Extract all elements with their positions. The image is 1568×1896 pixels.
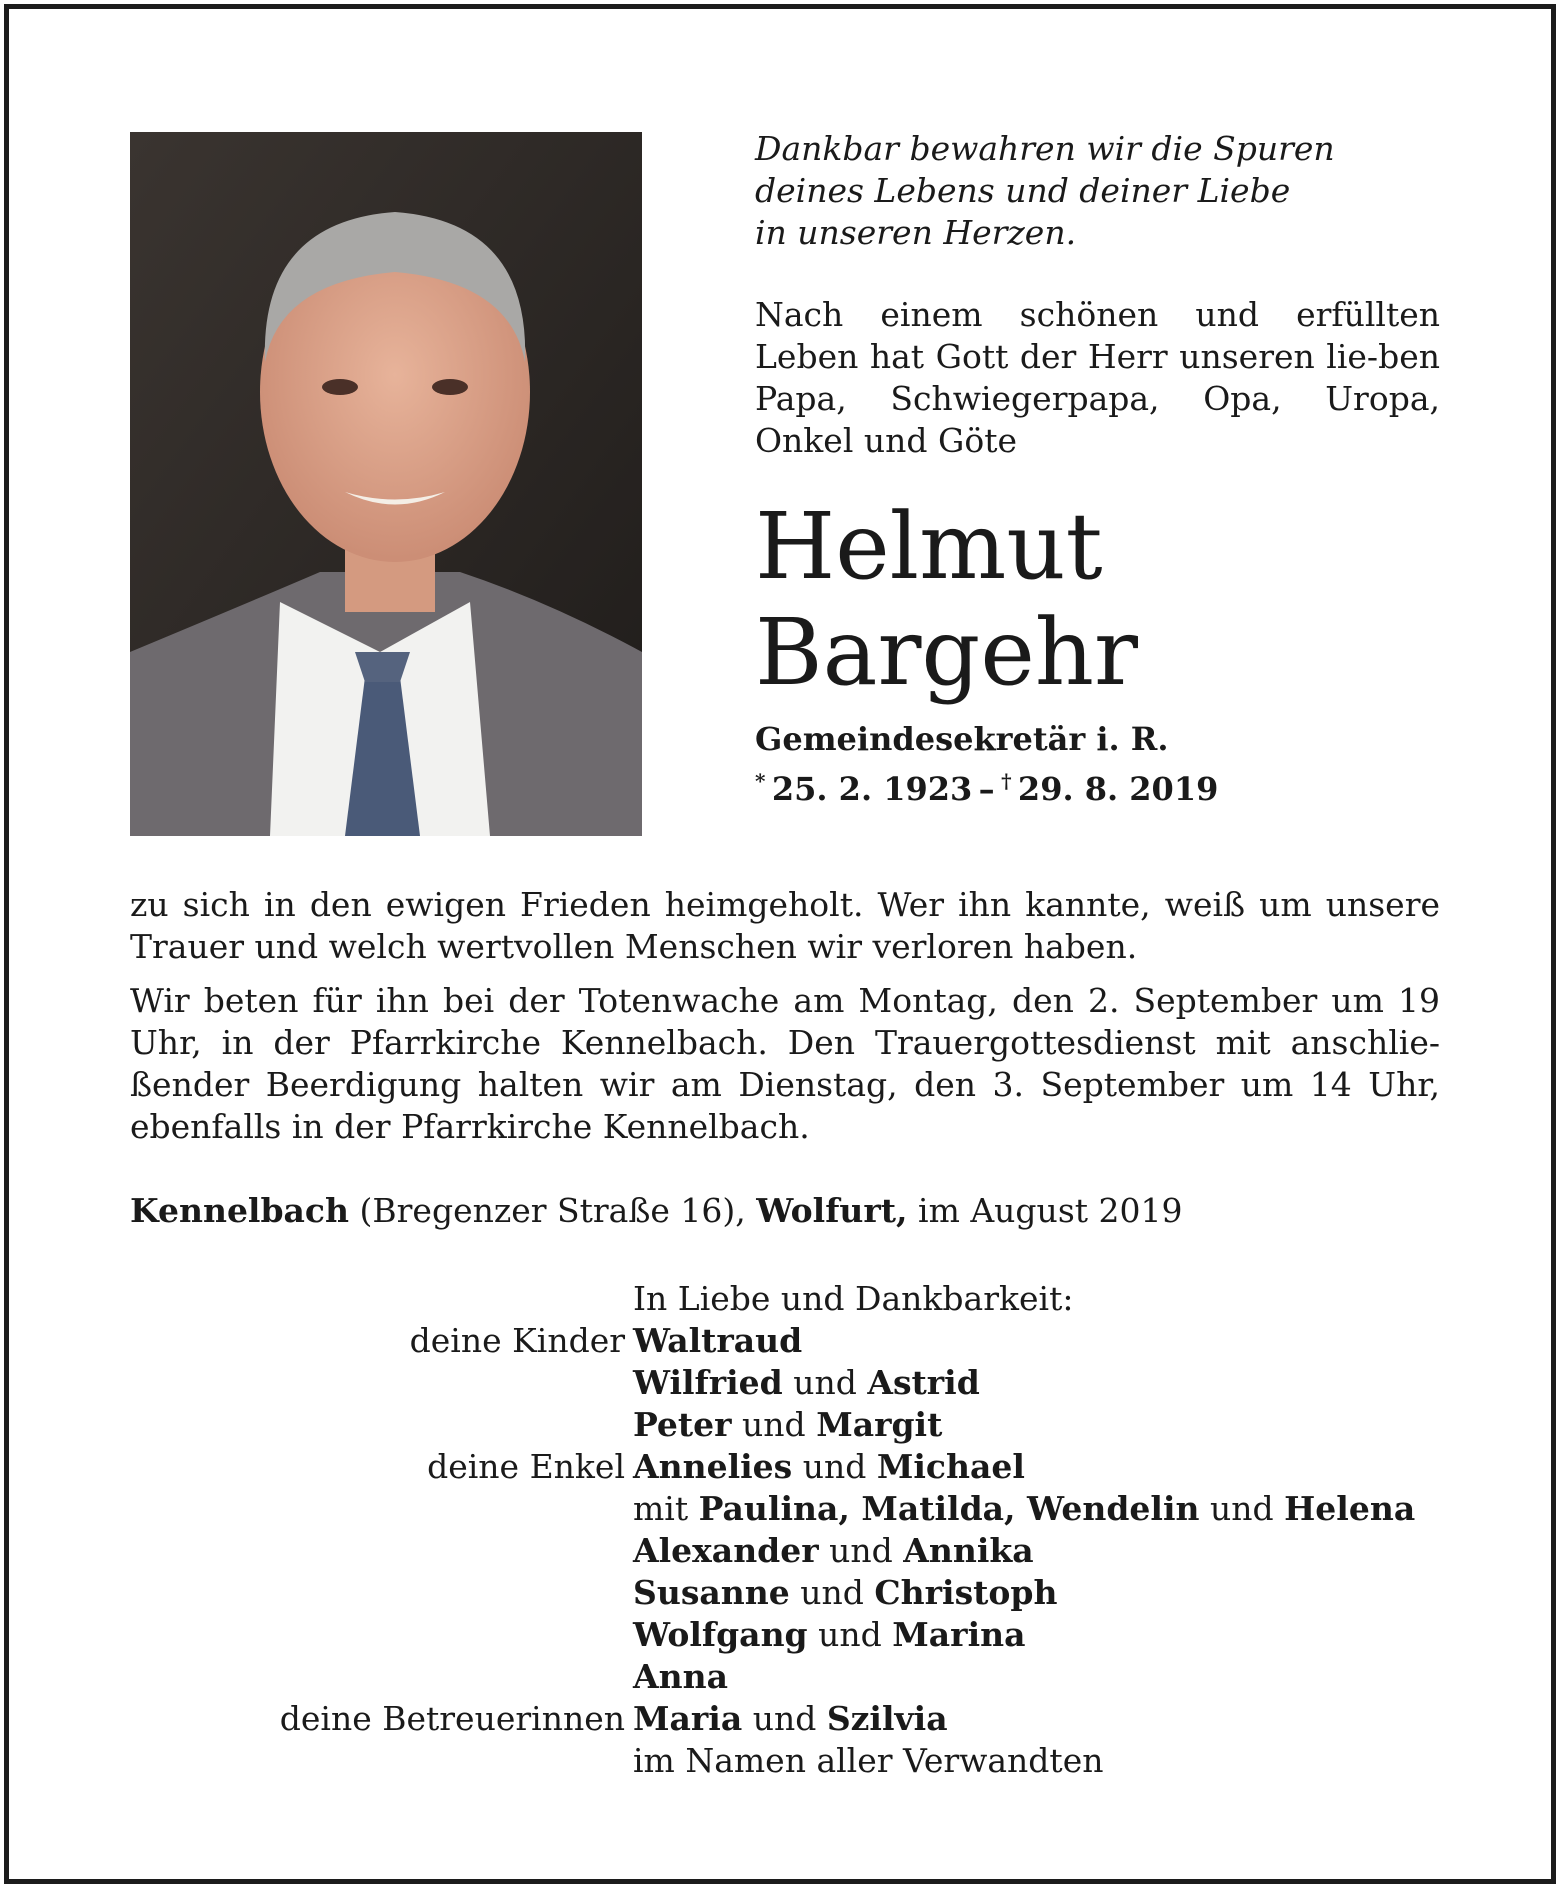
family-name: Szilvia <box>826 1699 948 1738</box>
signature-row <box>130 1572 1440 1614</box>
relation-label: deine Kinder <box>409 1321 625 1360</box>
family-name: Annika <box>903 1531 1034 1570</box>
birth-symbol: * <box>755 769 766 793</box>
signature-heading: In Liebe und Dankbarkeit: <box>633 1279 1074 1318</box>
relation-label <box>130 1740 633 1782</box>
signature-heading-row <box>130 1278 1440 1320</box>
motto-line: Dankbar bewahren wir die Spuren <box>755 129 1335 168</box>
family-names <box>633 1698 1440 1740</box>
relation-label: deine Betreuerinnen <box>279 1699 625 1738</box>
relation-label <box>130 1362 633 1404</box>
family-names <box>633 1320 1440 1362</box>
relation-label <box>130 1572 633 1614</box>
family-names <box>633 1488 1440 1530</box>
address: (Bregenzer Straße 16), <box>359 1191 746 1230</box>
family-name: Annelies <box>633 1447 793 1486</box>
connector-text: und <box>782 1363 868 1402</box>
motto <box>755 128 1440 254</box>
signature-row <box>130 1362 1440 1404</box>
motto-line: deines Lebens und deiner Liebe <box>755 171 1291 210</box>
family-name: Margit <box>816 1405 943 1444</box>
life-dates <box>755 760 1440 810</box>
town-wolfurt: Wolfurt, <box>756 1191 908 1230</box>
signature-row <box>130 1698 1440 1740</box>
family-name: Wolfgang <box>633 1615 808 1654</box>
signature-row <box>130 1446 1440 1488</box>
connector-text: mit <box>633 1489 699 1528</box>
family-name: Christoph <box>874 1573 1058 1612</box>
portrait-photo <box>130 132 642 836</box>
date-separator: – <box>978 770 995 808</box>
family-name: Anna <box>633 1657 728 1696</box>
intro-text: Nach einem schönen und erfüllten Leben hat Gott der Herr unseren lie-ben Papa, Schwiegerpapa, Opa, Uropa, Onkel und Göte <box>755 295 1440 460</box>
family-names <box>633 1446 1440 1488</box>
signature-row <box>130 1530 1440 1572</box>
family-names <box>633 1572 1440 1614</box>
family-name: Peter <box>633 1405 732 1444</box>
family-names <box>633 1740 1440 1782</box>
family-name: Alexander <box>633 1531 819 1570</box>
family-name: Paulina, Matilda, Wendelin <box>698 1489 1200 1528</box>
family-name: Helena <box>1284 1489 1416 1528</box>
family-names <box>633 1530 1440 1572</box>
relation-label <box>130 1404 633 1446</box>
body-paragraph: zu sich in den ewigen Frieden heimgeholt. Wer ihn kannte, weiß um unsere Trauer und welch wertvollen Menschen wir verloren haben. <box>130 885 1440 966</box>
signature-row <box>130 1740 1440 1782</box>
relation-label: deine Enkel <box>427 1447 625 1486</box>
last-name: Bargehr <box>755 599 1139 706</box>
connector-text: und <box>1199 1489 1285 1528</box>
connector-text: und <box>789 1573 875 1612</box>
family-names <box>633 1614 1440 1656</box>
deceased-name <box>755 494 1440 706</box>
signature-row <box>130 1488 1440 1530</box>
header-text-column <box>755 128 1440 810</box>
signature-row <box>130 1656 1440 1698</box>
town-kennelbach: Kennelbach <box>130 1191 350 1230</box>
connector-text: und <box>792 1447 877 1486</box>
signature-row <box>130 1320 1440 1362</box>
death-symbol: † <box>1001 769 1012 793</box>
family-names <box>633 1362 1440 1404</box>
family-name: Waltraud <box>633 1321 803 1360</box>
signature-row <box>130 1404 1440 1446</box>
notice-date: im August 2019 <box>918 1191 1183 1230</box>
birth-date: 25. 2. 1923 <box>771 770 973 808</box>
relation-label <box>130 1656 633 1698</box>
body-text <box>130 884 1440 1160</box>
body-paragraph: Wir beten für ihn bei der Totenwache am Montag, den 2. September um 19 Uhr, in der Pfarrkirche Kennelbach. Den Trauergottesdienst mit anschlie-ßender Beerdigung halten wir am Dienstag, den 3. September um 14 Uhr, ebenfalls in der Pfarrkirche Kennelbach. <box>130 981 1440 1146</box>
relation-label <box>130 1488 633 1530</box>
connector-text: und <box>742 1699 827 1738</box>
connector-text: und <box>818 1531 904 1570</box>
family-name: Marina <box>892 1615 1026 1654</box>
family-name: Maria <box>633 1699 743 1738</box>
place-and-date <box>130 1190 1182 1232</box>
relation-label <box>130 1614 633 1656</box>
family-name: Astrid <box>867 1363 980 1402</box>
connector-text: im Namen aller Verwandten <box>633 1741 1104 1780</box>
signature-row <box>130 1614 1440 1656</box>
signature-block <box>130 1278 1440 1782</box>
connector-text: und <box>731 1405 817 1444</box>
family-names <box>633 1404 1440 1446</box>
family-name: Michael <box>876 1447 1025 1486</box>
relation-label <box>130 1530 633 1572</box>
signature-groups <box>130 1320 1440 1782</box>
family-name: Susanne <box>633 1573 790 1612</box>
connector-text: und <box>807 1615 893 1654</box>
death-date: 29. 8. 2019 <box>1017 770 1219 808</box>
first-name: Helmut <box>755 493 1103 600</box>
deceased-title: Gemeindesekretär i. R. <box>755 720 1169 758</box>
family-names <box>633 1656 1440 1698</box>
family-name: Wilfried <box>633 1363 783 1402</box>
motto-line: in unseren Herzen. <box>755 213 1077 252</box>
